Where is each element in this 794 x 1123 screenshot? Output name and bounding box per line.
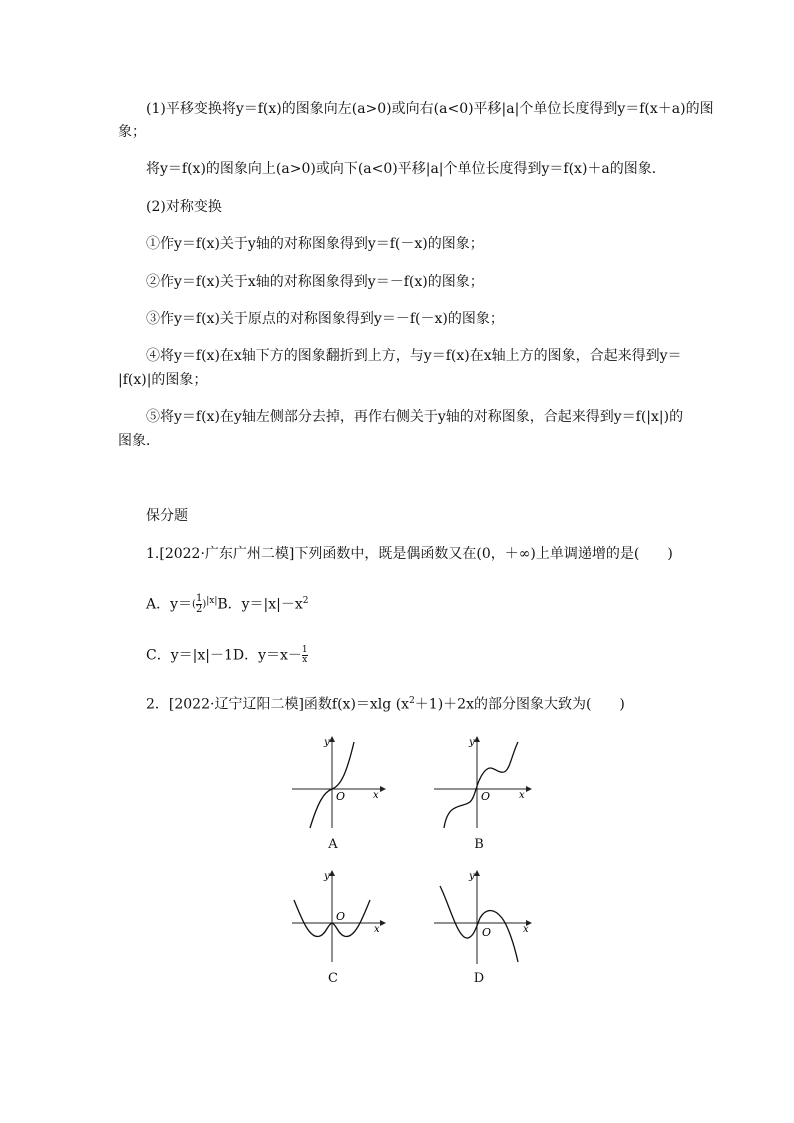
graph-a-label: A	[328, 837, 338, 852]
graph-b-label: B	[474, 837, 484, 852]
fraction: ( $\frac{1}{2}$ )	[192, 593, 207, 616]
x-axis-label: x	[373, 790, 379, 801]
text-line: |f(x)|的图象；	[118, 372, 208, 388]
svg-text:x: x	[519, 790, 525, 801]
svg-text:x: x	[374, 924, 380, 935]
svg-text:x: x	[523, 924, 529, 935]
question-1: 1.[2022·广东广州二模]下列函数中，既是偶函数又在(0，＋∞)上单调递增的是( )	[146, 546, 673, 562]
graph-c-label: C	[328, 971, 338, 986]
question-1-options-ab	[146, 592, 309, 615]
svg-text:y: y	[469, 737, 475, 748]
fraction: $\frac{1}{x}$	[301, 645, 308, 665]
text-line: 象；	[118, 124, 146, 140]
text-line: ③作y＝f(x)关于原点的对称图象得到y＝－f(－x)的图象；	[146, 311, 504, 327]
text-line: (1)平移变换将y＝f(x)的图象向左(a>0)或向右(a<0)平移|a|个单位长度得到y＝f(x＋a)的图	[146, 101, 714, 117]
graph-d-label: D	[473, 971, 485, 986]
origin-label: O	[336, 790, 346, 803]
text-line: ①作y＝f(x)关于y轴的对称图象得到y＝f(－x)的图象；	[146, 236, 484, 252]
question-1-options-cd	[146, 646, 308, 665]
text-line: (2)对称变换	[146, 199, 222, 215]
svg-text:O: O	[481, 790, 491, 803]
text-line: 将y＝f(x)的图象向上(a>0)或向下(a<0)平移|a|个单位长度得到y＝f(x)＋a的图象．	[146, 161, 666, 177]
option-cd-text: C．y＝|x|－1D．y＝x－	[146, 647, 302, 664]
option-a-text: A．y＝	[146, 596, 193, 613]
graph-d	[430, 866, 534, 968]
svg-text:y: y	[469, 871, 475, 882]
text-line: ⑤将y＝f(x)在y轴左侧部分去掉，再作右侧关于y轴的对称图象，合起来得到y＝f(|x|)的	[146, 409, 684, 425]
svg-text:y: y	[324, 871, 330, 882]
exponent: 2	[302, 596, 309, 606]
text-line: 图象．	[118, 433, 160, 449]
graph-b	[430, 732, 534, 832]
text-line: ④将y＝f(x)在x轴下方的图象翻折到上方，与y＝f(x)在x轴上方的图象，合起来得到y＝	[146, 348, 682, 364]
section-title: 保分题	[146, 508, 188, 524]
svg-text:O: O	[482, 926, 492, 939]
svg-text:O: O	[336, 910, 346, 923]
exponent: |x|	[206, 596, 218, 606]
y-axis-label: y	[324, 737, 330, 748]
option-b-text: B．y＝|x|－x	[217, 596, 303, 613]
text-line: ②作y＝f(x)关于x轴的对称图象得到y＝－f(x)的图象；	[146, 274, 484, 290]
graph-a	[288, 732, 388, 832]
question-2: 2．[2022·辽宁辽阳二模]函数f(x)＝xlg $(x^2+1)+2x$的部分图象大致为( )	[146, 696, 625, 713]
graph-c	[288, 866, 388, 968]
